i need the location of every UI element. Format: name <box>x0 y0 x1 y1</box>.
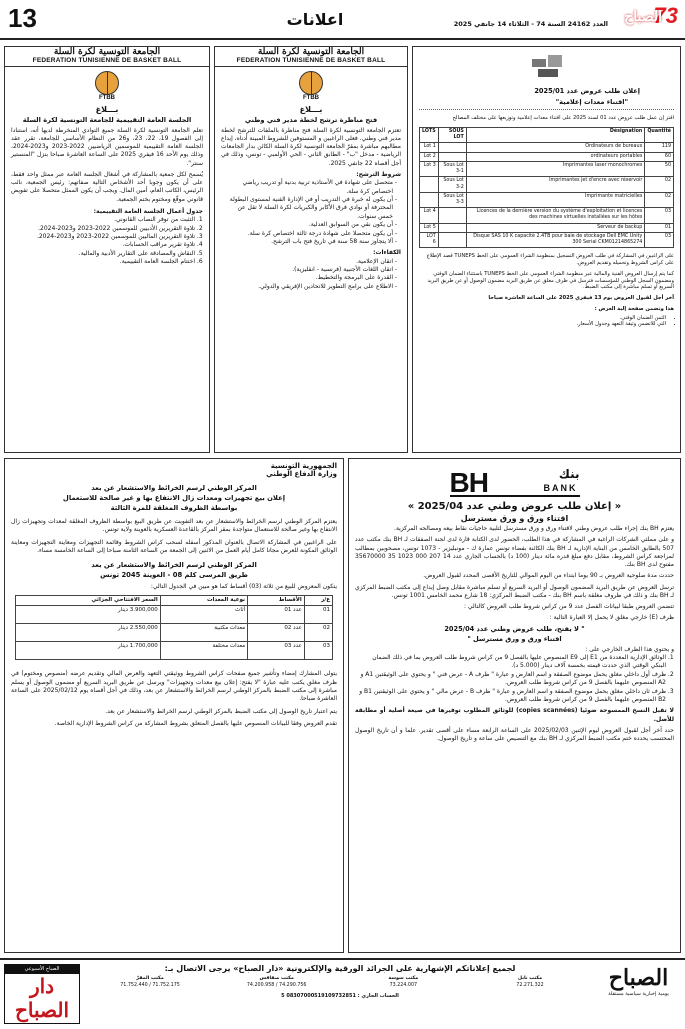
list-item: • التي للاتضمن وثيقة التعهد وجدول الأسعار. <box>419 321 666 328</box>
bh-paragraph: ترسل العروض عن طريق البريد المضمون الوصول أو البريد السريع أو تسلم مباشرة مقابل وصل إيداع إلى مكتب الضبط المركزي لـ BH بنك و ذلك في ظروف مغلقة باسم BH بنك - مكتب الضبط المركزي: 18 شارع محمد الخامس 1001 تونس. <box>355 583 674 599</box>
tender-logo <box>413 47 680 85</box>
footer-offices <box>90 976 590 989</box>
list-item: • الثمن الضمان الوقتي. <box>419 315 666 322</box>
tender-title: إعلان طلب عروض عدد 2025/01 <box>534 87 640 95</box>
office-entry: مكتب سوسة 73.224.007 <box>388 976 419 988</box>
footer-logo-text: الصباح <box>608 965 669 991</box>
lots-intro: يتكون المعروض للبيع من ثلاثة (03) أقساط كما هو مبين في الجدول التالي: <box>150 583 337 591</box>
table-row: Sous Lot 3-2 Imprimantes jet d'encre avec réservoir 02 <box>420 177 674 192</box>
list-item: 5. النقاش والمصادقة على التقارير الأدبية والمالية. <box>11 250 195 258</box>
footer-bank-account: الحساب الجاري : 08307000519109732851 5 <box>281 993 399 1000</box>
ad-federation-general-assembly <box>4 46 210 453</box>
column-header: LOTS <box>420 127 439 142</box>
bh-logo-ar: بنك <box>558 467 580 481</box>
list-item: - القدرة على البرمجة والتخطيط. <box>221 274 393 282</box>
footer-right-logo-text: دار الصباح <box>14 973 70 1022</box>
lots-table-wrap <box>5 591 343 664</box>
column-header: Quantité <box>645 127 674 142</box>
bh-paragraph: تتضمن العروض طبقا لبيانات الفصل عدد 9 من كراس شروط طلب العروض كالتالي : <box>464 603 674 611</box>
federation-name-fr: FEDERATION TUNISIENNE DE BASKET BALL <box>5 57 209 67</box>
list-item: - الاطلاع على برامج التطوير للاتحادين الإفريقي والدولي. <box>221 283 393 291</box>
table-row: LOT 6 Disque SAS 10 K capacité 2.4TB pour baie de stockage Dell EMC Unity 300 Serial CKM01214865274 03 <box>420 232 674 247</box>
issue-line: العدد 24162 السنة 74 - الثلاثاء 14 جانفي 2025 <box>453 20 608 28</box>
sale-subtitle: بواسطة الظروف المغلقة للمرة الثالثة <box>110 504 238 512</box>
list-item: 3. تلاوة التقريرين الماليين للموسمين 2022-2023 و2023-2024. <box>11 233 195 241</box>
ad-ministry-equipment-sale <box>4 458 344 953</box>
basketball-logo-icon <box>95 71 119 95</box>
tender-intro: اقتر إن عمل طلب عروض عدد 01 لسنة 2025 على اقتناء معدات إعلامية وتوزيعها على مختلف المصالح <box>452 115 674 122</box>
tender-deadline: آخر أجل لقبول العروض يوم 13 فيفري 2025 على الساعة العاشرة صباحا <box>488 295 674 302</box>
footer-advertising-contact <box>0 958 685 1029</box>
docs-title: هذا وتضمن صفحة إلية العرض : <box>594 305 674 312</box>
tender-table-wrap <box>413 124 680 252</box>
bh-envelope-contents: و يحتوي هذا الظرف الخارجي على : <box>585 645 674 653</box>
ad-tender-computer-equipment <box>412 46 681 453</box>
list-item: - اتقان اللغات الأجنبية (فرنسية - انقليزية). <box>221 266 393 274</box>
list-item: 1. التثبت من توفر النصاب القانوني. <box>11 216 195 224</box>
list-item: 6. اختتام الجلسة العامة التقييمية. <box>11 258 195 266</box>
notice-paragraph: تعلم الجامعة التونسية لكرة السلة جميع النوادي المنخرطة لديها أنه، استنادا إلى الفصول 19، 22، 23، و26 من النظام الأساسي للجامعة، تقرر عقد الجلسة العامة التقييمية للموسمين الرياضيين 2022-2023 و2023-2024، وذلك يوم الأحد 16 فيفري 2025 على الساعة العاشرة صباحا بنزل "المنستير سنتر". <box>11 126 204 167</box>
column-header: ع/ر <box>304 596 332 606</box>
list-item: - متحصل على شهادة في الأستاذية تربية بدنية أو تدريب رياضي اختصاص كرة سلة. <box>221 179 393 196</box>
footer-contacts <box>90 964 590 1000</box>
ftbb-acronym: FTBB <box>99 95 115 101</box>
office-entry: مكتب المقرّ 71.752.175 / 71.752.440 <box>120 976 180 988</box>
list-item: 2. تلاوة التقريرين الأدبيين للموسمين 2022-2023 و2023-2024. <box>11 225 195 233</box>
bh-paragraph: يعتزم BH بنك إجراء طلب عروض وطني لاقتناء ورق و ورق مسترسل لتلبية حاجيات نقاط بيعه ومصالحه المركزية. <box>394 525 674 532</box>
skills-title: الكفاءات: <box>373 249 401 257</box>
footer-headline: لجميع إعلاناتكم الإشهارية على الجرائد الورقية والإلكترونية «دار الصباح» يرجى الاتصال بـ: <box>164 964 516 973</box>
federation-name-ar: الجامعة التونسية لكرة السلة <box>53 47 161 57</box>
table-row: Lot 4 Licences de la dernière version du système d'exploitation et licences des machines virtuelles installées sur les hôtes 03 <box>420 208 674 223</box>
sale-paragraph: تقدم العروض وفقا للبيانات المنصوص عليها بالفصل المتعلق بشروط المشاركة من كراس الشروط الإدارية الخاصة. <box>54 719 337 727</box>
table-row: Sous Lot 3-3 Imprimante matricielles 02 <box>420 192 674 207</box>
newspaper-logo <box>610 3 680 35</box>
ministry-label: وزارة الدفاع الوطني <box>266 470 337 478</box>
republic-label: الجمهورية التونسية <box>270 462 337 470</box>
column-header: الأقساط <box>248 596 305 606</box>
list-item: 2. ظرف أول داخلي مغلق يحمل موضوع الصفقة و اسم العارض و عبارة " ظرف A - عرض فني " و يحتوي على الوثيقتين A1 و A2 المنصوص عليهما بالفصل 9 من كراس شروط طلب العروض. <box>355 671 666 688</box>
table-row: Lot 3 Sous Lot 3-1 Imprimantes laser monochromes 50 <box>420 161 674 176</box>
conditions-title: شروط الترشح: <box>356 170 401 178</box>
ftbb-acronym: FTBB <box>303 95 319 101</box>
section-title: اعلانات <box>286 10 344 29</box>
notice-label: بـــلاغ <box>95 105 119 114</box>
sale-paragraph: يتم اعتبار تاريخ الوصول إلى مكتب الضبط بالمركز الوطني لرسم الخرائط والاستشعار عن بعد. <box>105 707 337 715</box>
address-line: طريق المرسى كلم 08 - العوينة 2045 تونس <box>100 571 248 580</box>
tender-paragraph: على الراغبين في المشاركة في طلب العروض التسجيل بمنظومة الشراء العمومي على الخط TUNEPS قصد الإطلاع على كراس الشروط وتحميله وتقديم العروض. <box>426 253 674 267</box>
column-header: السعر الافتتاحي الجزائي <box>16 596 161 606</box>
list-item: 1. الوثائق الإدارية المعددة من E1 إلى E9 المنصوص عليها بالفصل 9 من كراس شروط طلب العروض بما في ذلك الضمان البنكي الوقتي الذي حددت قيمته بخمسة آلاف دينار (5.000 د). <box>355 654 666 671</box>
notice-paragraph: يُسمح لكل جمعية بالمشاركة في أشغال الجلسة العامة عبر ممثل واحد فقط، على أن يكون وجوبا أحد الأشخاص التالية صفاتهم: رئيس الجمعية، نائب الرئيس، الكاتب العام، أمين المال. ويجب أن يكون الممثل متحصلا على تفويض قانوني موقّع ومختوم بختم الجمعية. <box>11 170 203 203</box>
sale-paragraph: يعتزم المركز الوطني لرسم الخرائط والاستشعار عن بعد التفويت عن طريق البيع بواسطة الظروف المغلقة لمعدات وتجهيزات زال الانتفاع بها وغير صالحة للاستعمال متواجدة بمقر المركز بالقاعدة العسكرية بالعوينة ولاية تونس. <box>11 518 337 534</box>
federation-name-ar: الجامعة التونسية لكرة السلة <box>257 47 365 57</box>
list-item: - أن يكون متحصلا على شهادة درجة ثالثة اختصاص كرة سلة. <box>221 230 393 238</box>
center-name: المركز الوطني لرسم الخرائط والاستشعار عن بعد <box>91 484 257 492</box>
bh-subtitle: اقتناء ورق و ورق مسترسل <box>460 514 569 523</box>
page-number: 13 <box>8 3 37 33</box>
agenda-title: جدول أعمال الجلسة العامة التقييمية: <box>93 207 203 215</box>
column-header: Désignation <box>466 127 645 142</box>
footer-right-logo <box>4 964 80 1024</box>
list-item: - اتقان الإعلامية. <box>221 258 393 266</box>
table-row: 01 عدد 01 أثاث 3.900,000 دينار <box>16 606 333 624</box>
column-header: نوعية المعدات <box>160 596 247 606</box>
docs-list <box>413 315 680 329</box>
bh-logo-en: BANK <box>543 483 578 493</box>
table-row: 03 عدد 03 معدات مختلفة 1.700,000 دينار <box>16 642 333 660</box>
tender-subtitle: "اقتناء معدات إعلامية" <box>555 97 628 106</box>
tender-table <box>419 127 674 249</box>
bh-envelope-label: " لا يفتح، طلب عروض وطني عدد 2025/04 <box>444 624 585 633</box>
basketball-logo-icon <box>299 71 323 95</box>
conditions-list <box>215 179 407 246</box>
list-item: - أن يكون نقي من السوابق العدلية. <box>221 221 393 229</box>
list-item: 3. ظرف ثان داخلي مغلق يحمل موضوع الصفقة و اسم العارض و عبارة " ظرف B - عرض مالي " و يحتوي على الوثيقتين B1 و B2 المنصوص عليهما بالفصل 9 من كراس شروط طلب العروض. <box>355 688 666 705</box>
list-item: - أن يكون له خبرة في التدريب أو في الإدارة الفنية لمستوى البطولة المحترفة أو نوادي فرق الأكابر والكبريات لكرة السلة لا تقل عن خمس سنوات. <box>221 196 393 221</box>
table-header-row <box>420 127 674 142</box>
bh-envelope-label: اقتناء ورق و ورق مسترسل " <box>467 635 562 644</box>
table-row: 02 عدد 02 معدات مكتبية 2.550,000 دينار <box>16 624 333 642</box>
table-row: Lot 5 Serveur de backup 01 <box>420 223 674 232</box>
ad-federation-director-contest <box>214 46 408 453</box>
tender-paragraph: كما يتم إرسال العروض الفنية والمالية عبر منظومة الشراء العمومي على الخط TUNEPS باستثناء الضمان الوقتي ومضمون السجل الوطني للمؤسسات فترسل في ظرف مغلق عن طريق البريد مضمون الوصول أو عن طريق البريد السريع أو تسلم مباشرة إلى مكتب الضبط. <box>427 270 674 291</box>
notice-label: بـــلاغ <box>299 105 323 114</box>
list-item: 4. تلاوة تقرير مراقب الحسابات. <box>11 241 195 249</box>
agenda-list <box>5 216 209 266</box>
bh-logo-letters: BH <box>449 467 488 498</box>
sale-paragraph: يتولى المشارك إمضاء وتأشير جميع صفحات كراس الشروط ووثيقتي التعهد والعرض المالي وتقديم عرضه (منصوص ومختوم) في ظرف مغلق يكتب عليه عبارة "لا يفتح: إعلان بيع معدات وتجهيزات" ويرسل عن طريق البريد السريع أو مضمون الوصول أو يسلم مباشرة إلى مكتب الضبط بالمركز الوطني لرسم الخرائط والاستشعار عن بعد، وذلك في أجل أقصاه يوم 2025/02/12 على الساعة العاشرة صباحا. <box>11 670 337 703</box>
skills-list <box>215 258 407 292</box>
column-header: SOUS LOT <box>438 127 466 142</box>
bh-deadline: حدد آخر أجل لقبول العروض ليوم الإثنين 2025/02/03 على الساعة الرابعة مساء على أقصى تقدير. علما و أن تاريخ الوصول المحتسب يحدده ختم مكتب الضبط المركزي لـ BH بنك مع التنصيص على ساعة و تاريخ الوصول. <box>355 726 674 743</box>
bh-paragraph: حددت مدة صلوحية العروض بـ 90 يوما ابتداء من اليوم الموالي للتاريخ الأقصى المحدد لقبول العروض. <box>423 572 674 580</box>
notice-title: الجلسة العامة التقييمية للجامعة التونسية لكرة السلة <box>22 116 192 124</box>
table-header-row <box>16 596 333 606</box>
sale-title: إعلان بيع تجهيزات ومعدات زال الانتفاع بها و غير صالحة للاستعمال <box>62 494 286 502</box>
ad-bh-bank-tender <box>348 458 681 953</box>
table-row: Lot 1 Ordinateurs de bureaux 119 <box>420 143 674 152</box>
logo-text: الصباح <box>624 9 662 25</box>
bh-paragraph: و على مملثي الشركات الراغبة في المشاركة في هذا الطلب، الحضور لدى الكتابة قارة لدى لجنة الصفقات لـ BH بنك مكتب عدد 507 بالطابق الخامس من البناية الإدارية لـ BH بنك الكائنة بفضاء تونس عمارة ك - مونبليزير - 1073 تونس، مصحوبين بمطالب لمراجعة كراس الشروط، مقابل دفع مبلغ قدره مائة دينار (100 د) بالحساب الجاري عدد 14 207 000 1023 35 35670000 مفتوح لدى BH بنك. <box>355 536 674 569</box>
list-item: - ألا يتجاوز سنة 58 سنة في تاريخ فتح باب الترشح. <box>221 238 393 246</box>
footer-logo <box>596 965 681 1021</box>
office-entry: مكتب نابل 72.271.322 <box>516 976 544 988</box>
logo-number: 73 <box>653 3 678 28</box>
bh-title: « إعلان طلب عروض وطني عدد 2025/04 » <box>407 501 622 512</box>
notice-title: فتح مناظرة ترشح لخطة مدير فني وطني <box>244 116 378 124</box>
federation-name-fr: FEDERATION TUNISIENNE DE BASKET BALL <box>215 57 407 67</box>
sale-paragraph: على الراغبين في المشاركة الاتصال بالعنوان المذكور أسفله لسحب كراس الشروط وقائمة التجهيزات ومعاينة التجهيزات ومعاينة الوثائق المكونة للعرض مجانا كامل أيام العمل من الاثنين إلى الجمعة من الساعة الثامنة صباحا إلى الساعة الخامسة مساء. <box>11 538 337 554</box>
bh-note: لا تقبل النسخ الممسوحة ضوئيا (copies scannées) للوثائق المطلوب توفيرها في صيغة أصلية أو مطابقة للأصل. <box>355 707 674 723</box>
notice-paragraph: تعتزم الجامعة التونسية لكرة السلة فتح مناظرة بالملفات للترشح لخطة مدير فني وطني. فعلى الراغبين و المستوفين للشروط المبينة أدناه، إيداع مطالبهم مباشرة بمقرّ الجامعة التونسية لكرة السلة الكائن بدار الجامعات الرياضية - مدخل "ب" - الطابق الثاني - الحي الأولمبي - تونس، وذلك في أجل أقصاه 22 جانفي 2025. <box>221 126 401 167</box>
office-entry: مكتب صفاقس 74.290.756 / 74.200.958 <box>246 976 307 988</box>
bh-bank-logo <box>450 467 580 497</box>
bh-items-list <box>349 654 680 704</box>
footer-logo-sub: يومية إخبارية سياسية مستقلة <box>608 991 669 997</box>
bh-envelope: ظرف (E) خارجي مغلق لا يحمل إلا العبارة التالية : <box>549 614 674 622</box>
address-line: المركز الوطني لرسم الخرائط والاستشعار عن بعد <box>91 561 257 570</box>
lots-table <box>15 595 333 660</box>
institution-logo-icon <box>528 53 568 83</box>
footer-band: الصباح الأسبوعي <box>5 965 79 974</box>
page-header <box>0 0 685 40</box>
table-row: Lot 2 ordinateurs portables 60 <box>420 152 674 161</box>
